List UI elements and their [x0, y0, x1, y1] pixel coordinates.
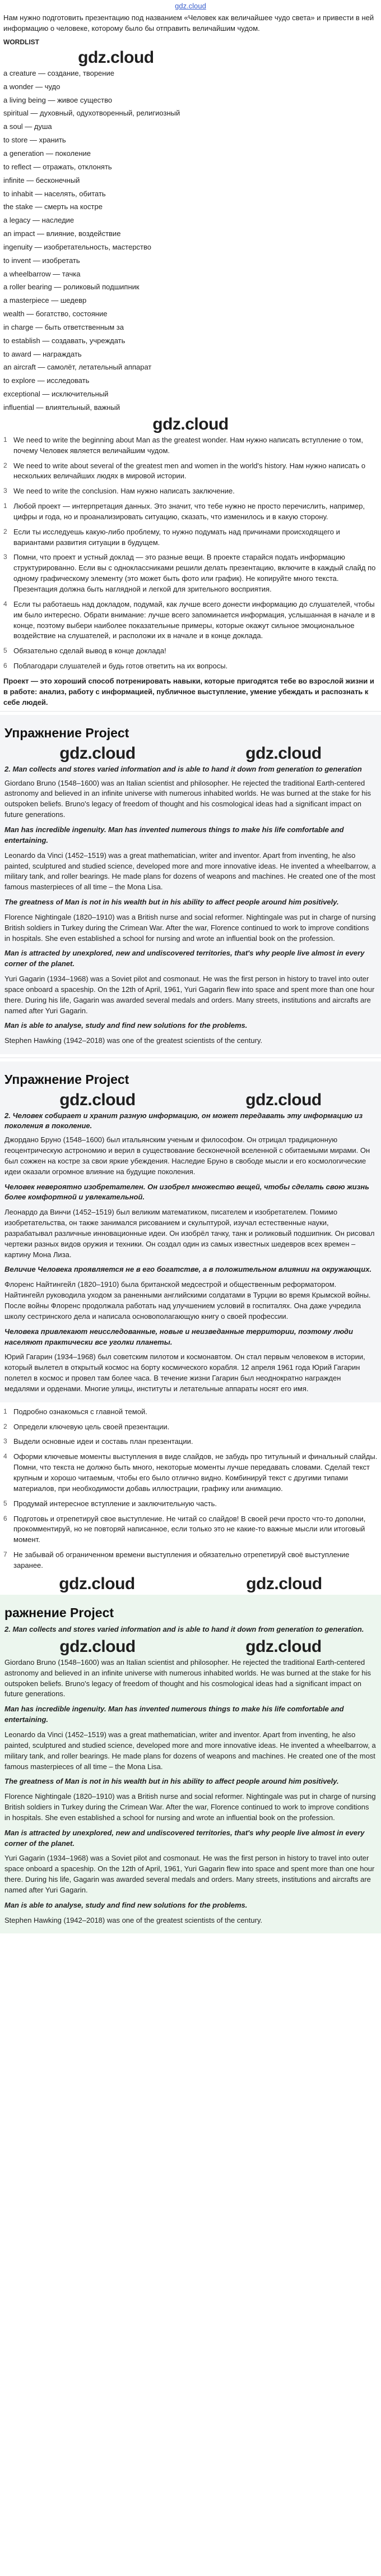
- section-title: ражнение Project: [4, 1605, 114, 1620]
- item-number: 7: [3, 1550, 7, 1559]
- section-title: Упражнение Project: [4, 726, 129, 741]
- wordlist-title: WORDLIST: [3, 38, 39, 46]
- item-text: Поблагодари слушателей и будь готов ответить на их вопросы.: [13, 662, 228, 671]
- watermark-logo: gdz.cloud: [152, 414, 229, 433]
- item-text: Оформи ключевые моменты выступления в виде слайдов, не забудь про титульный и финальный слайды. Помни, что текста не должно быть много, некоторые моменты лучше передавать словами. Сделай текст крупным и хорошо читаемым, чтобы его было отлично видно. Комбинируй текст с другими типами материалов, при необходимости добавь иллюстрации, графику или анимацию.: [13, 1452, 378, 1493]
- section-instruction: 2. Человек собирает и хранит разную информацию, он может передавать эту информацию из поколения в поколение.: [4, 1111, 363, 1130]
- item-number: 6: [3, 662, 7, 670]
- item-text: We need to write the beginning about Man as the greatest wonder. Нам нужно написать вступление о том, почему Человек является величайшим чудом.: [13, 435, 364, 455]
- wordlist-item: the stake — смерть на костре: [3, 202, 103, 211]
- paragraph: Man has incredible ingenuity. Man has invented numerous things to make his life comfortable and entertaining.: [4, 1705, 344, 1724]
- item-number: 2: [3, 527, 7, 535]
- intro-text: Нам нужно подготовить презентацию под названием «Человек как величайшее чудо света» и привести в ней информацию о человеке, которому было бы отправить величайшим чудом.: [3, 13, 374, 33]
- item-text: Если ты исследуешь какую-либо проблему, то нужно подумать над причинами происходящего и вариантами развития ситуации в будущем.: [13, 527, 340, 547]
- site-link[interactable]: gdz.cloud: [175, 2, 206, 10]
- watermark-logo: gdz.cloud: [78, 48, 154, 67]
- section-instruction: 2. Man collects and stores varied information and is able to hand it down from generation to generation.: [4, 1625, 364, 1634]
- list-item: [3, 1514, 378, 1546]
- paragraph: Stephen Hawking (1942–2018) was one of the greatest scientists of the century.: [4, 1915, 263, 1924]
- item-text: Продумай интересное вступление и заключительную часть.: [13, 1499, 217, 1508]
- paragraph: Florence Nightingale (1820–1910) was a British nurse and social reformer. Nightingale was put in charge of nursing British soldiers in Turkey during the Crimean War. After the war, Florence continued to work to improve conditions in hospitals. She even established a school for nursing and wrote an influential book on the profession.: [4, 1792, 376, 1822]
- wordlist-item: an impact — влияние, воздействие: [3, 229, 121, 238]
- item-text: Обязательно сделай вывод в конце доклада!: [13, 647, 166, 655]
- item-text: Подготовь и отрепетируй свое выступление. Не читай со слайдов! В своей речи просто что-то дополни, прокомментируй, но не повторяй написанное, если только это не какие-то важные мысли или итоговый момент.: [13, 1514, 366, 1544]
- item-number: 3: [3, 1437, 7, 1446]
- paragraph: Man has incredible ingenuity. Man has invented numerous things to make his life comfortable and entertaining.: [4, 825, 344, 844]
- wordlist-item: a wonder — чудо: [3, 82, 61, 91]
- item-number: 2: [3, 461, 7, 469]
- item-text: We need to write about several of the greatest men and women in the world's history. Нам нужно написать о нескольких величайших людях в мировой истории.: [13, 461, 366, 481]
- list-item: [3, 646, 378, 657]
- wordlist-item: a living being — живое существо: [3, 95, 113, 104]
- paragraph: Giordano Bruno (1548–1600) was an Italian scientist and philosopher. He rejected the traditional Earth-centered astronomy and believed in an infinite universe with numerous inhabited worlds. He was burned at the stake for his outspoken beliefs. Bruno's legacy of freedom of thought and his cosmological ideas had a significant impact on future generations.: [4, 778, 371, 819]
- watermark-logo: gdz.cloud: [246, 1574, 322, 1593]
- paragraph: Леонардо да Винчи (1452–1519) был великим математиком, писателем и изобретателем. Помимо изобретательства, он также занимался рисованием и скульптурой, изучал естественные науки, разрабатывал различные инновационные идеи. Он изобрёл тачку, танк и роликовый подшипник. Он рисовал чертежи разных видов оружия и техники. Он создал один из самых известных шедевров всех времен – картину Мона Лиза.: [4, 1208, 375, 1259]
- item-number: 2: [3, 1422, 7, 1430]
- paragraph: Человек невероятно изобретателен. Он изобрел множество вещей, чтобы сделать свою жизнь более комфортной и увлекательной.: [4, 1182, 369, 1202]
- item-text: Любой проект — интерпретация данных. Это значит, что тебе нужно не просто перечислить, например, цифры и года, но и проанализировать ситуацию, сказать, что изменилось и в какую сторону.: [13, 502, 365, 521]
- item-number: 3: [3, 553, 7, 561]
- wordlist-item: a generation — поколение: [3, 149, 91, 158]
- watermark-logo: gdz.cloud: [59, 744, 136, 763]
- list-item: [3, 435, 378, 456]
- paragraph: Stephen Hawking (1942–2018) was one of the greatest scientists of the century.: [4, 1036, 263, 1045]
- paragraph: Величие Человека проявляется не в его богатстве, а в положительном влиянии на окружающих.: [4, 1265, 372, 1274]
- paragraph: Man is able to analyse, study and find new solutions for the problems.: [4, 1900, 248, 1909]
- list-item: [3, 461, 378, 482]
- item-text: Если ты работаешь над докладом, подумай, как лучше всего донести информацию до слушателей, чтобы им было интересно. Обрати внимание: лучше всего запоминается информация, услышанная в начале и в конце, поэтому выбери наиболее показательные примеры, которые окажут сильное эмоциональное воздействие на слушателей, и расположи их в начале и в конце доклада.: [13, 599, 375, 640]
- wordlist-item: infinite — бесконечный: [3, 176, 80, 184]
- wordlist-item: ingenuity — изобретательность, мастерство: [3, 242, 151, 251]
- watermark-row: [3, 416, 378, 433]
- wordlist-item: a soul — душа: [3, 122, 52, 131]
- wordlist-item: to establish — создавать, учреждать: [3, 336, 126, 345]
- item-text: Не забывай об ограниченном времени выступления и обязательно отрепетируй своё выступление заранее.: [13, 1550, 350, 1569]
- paragraph: The greatness of Man is not in his wealth but in his ability to affect people around him positively.: [4, 1777, 339, 1786]
- page: [0, 1, 381, 1933]
- watermark-logo: gdz.cloud: [59, 1574, 135, 1593]
- watermark-row: [4, 1092, 377, 1109]
- paragraph: Флоренс Найтингейл (1820–1910) была британской медсестрой и общественным реформатором. Найтингейл руководила уходом за раненными английскими солдатами в Турции во время Крымской войны. После войны Флоренс продолжала работать над улучшением условий в госпиталях. Она даже учредила школу сестринского дела и написала основополагающую книгу о своей профессии.: [4, 1280, 371, 1321]
- wordlist-item: to award — награждать: [3, 349, 82, 358]
- item-number: 1: [3, 502, 7, 510]
- item-number: 4: [3, 1452, 7, 1461]
- list-item: [3, 486, 378, 497]
- wordlist-item: a wheelbarrow — тачка: [3, 269, 81, 278]
- wordlist-item: to inhabit — населять, обитать: [3, 189, 106, 198]
- item-number: 3: [3, 487, 7, 495]
- wordlist-item: a legacy — наследие: [3, 216, 75, 225]
- item-text: Выдели основные идеи и составь план презентации.: [13, 1437, 193, 1446]
- watermark-logo: gdz.cloud: [59, 1090, 136, 1109]
- section-russian: [0, 1061, 381, 1402]
- watermark-logo: gdz.cloud: [59, 1637, 136, 1656]
- list-item: [3, 661, 378, 672]
- item-number: 1: [3, 1407, 7, 1415]
- tips-list: [3, 1407, 378, 1571]
- item-number: 4: [3, 599, 7, 608]
- paragraph: The greatness of Man is not in his wealth but in his ability to affect people around him positively.: [4, 898, 339, 907]
- wordlist-item: to reflect — отражать, отклонять: [3, 162, 112, 171]
- section-paragraphs: [4, 1135, 377, 1395]
- list-item: [3, 552, 378, 594]
- wordlist-item: a creature — создание, творение: [3, 68, 114, 77]
- watermark-logo: gdz.cloud: [245, 1637, 322, 1656]
- section-paragraphs: [4, 778, 377, 1047]
- wordlist-item: an aircraft — самолёт, летательный аппарат: [3, 363, 152, 372]
- item-number: 5: [3, 1499, 7, 1507]
- wordlist-item: a roller bearing — роликовый подшипник: [3, 283, 140, 292]
- list-item: [3, 1437, 378, 1447]
- paragraph: Man is able to analyse, study and find new solutions for the problems.: [4, 1021, 248, 1030]
- item-text: Определи ключевую цель своей презентации.: [13, 1422, 170, 1431]
- list-item: [3, 1550, 378, 1571]
- watermark-row: [3, 49, 378, 66]
- wordlist-item: spiritual — духовный, одухотворенный, религиозный: [3, 109, 180, 118]
- project-note: Проект — это хороший способ потренировать навыки, которые пригодятся тебе во взрослой жизни и в работе: анализ, работу с информацией, публичное выступление, умение убеждать и распознать к себе людей.: [3, 676, 374, 707]
- watermark-logo: gdz.cloud: [245, 1090, 322, 1109]
- wordlist-item: to explore — исследовать: [3, 376, 90, 385]
- paragraph: Giordano Bruno (1548–1600) was an Italian scientist and philosopher. He rejected the traditional Earth-centered astronomy and believed in an infinite universe with numerous inhabited worlds. He was burned at the stake for his outspoken beliefs. Bruno's legacy of freedom of thought and his cosmological ideas had a significant impact on future generations.: [4, 1658, 371, 1698]
- wordlist-item: to store — хранить: [3, 136, 66, 145]
- watermark-row: [3, 1576, 378, 1592]
- section-english-1: [0, 715, 381, 1054]
- item-number: 6: [3, 1514, 7, 1522]
- task-list: [3, 435, 378, 672]
- paragraph: Человека привлекают неисследованные, новые и неизведанные территории, поэтому люди населяют практически все уголки планеты.: [4, 1327, 354, 1346]
- list-item: [3, 599, 378, 641]
- wordlist-item: to invent — изобретать: [3, 256, 80, 265]
- section-instruction: 2. Man collects and stores varied information and is able to hand it down from generation to generation: [4, 764, 362, 773]
- item-text: Подробно ознакомься с главной темой.: [13, 1407, 147, 1416]
- paragraph: Юрий Гагарин (1934–1968) был советским пилотом и космонавтом. Он стал первым человеком в истории, который вылетел в открытый космос на борту космического корабля. 12 апреля 1961 года Юрий Гагарин полетел в космос и провел там более часа. В течение жизни Гагарин был неоднократно награжден медалями и орденами. Многие улицы, институты и летательные аппараты носят его имя.: [4, 1352, 365, 1393]
- list-item: [3, 527, 378, 548]
- paragraph: Man is attracted by unexplored, new and undiscovered territories, that's why people live almost in every corner of the planet.: [4, 1828, 365, 1848]
- wordlist-item: in charge — быть ответственным за: [3, 322, 124, 331]
- list-item: [3, 1499, 378, 1509]
- paragraph: Man is attracted by unexplored, new and undiscovered territories, that's why people live almost in every corner of the planet.: [4, 949, 365, 968]
- wordlist-item: influential — влиятельный, важный: [3, 403, 120, 412]
- wordlist-item: a masterpiece — шедевр: [3, 296, 87, 305]
- section-title: Упражнение Project: [4, 1072, 129, 1087]
- watermark-logo: gdz.cloud: [245, 744, 322, 763]
- item-text: We need to write the conclusion. Нам нужно написать заключение.: [13, 487, 235, 496]
- wordlist-item: wealth — богатство, состояние: [3, 310, 108, 318]
- paragraph: Leonardo da Vinci (1452–1519) was a great mathematician, writer and inventor. Apart from inventing, he also painted, sculptured and studied science, developed more and more innovative ideas. He invented a wheelbarrow, a military tank, and roller bearings. He made plans for dozens of weapons and machines. He created one of the most famous masterpieces of all time – the Mona Lisa.: [4, 1730, 376, 1771]
- section-paragraphs: [4, 1658, 377, 1926]
- paragraph: Florence Nightingale (1820–1910) was a British nurse and social reformer. Nightingale was put in charge of nursing British soldiers in Turkey during the Crimean War. After the war, Florence continued to work to improve conditions in hospitals. She even established a school for nursing and wrote an influential book on the profession.: [4, 912, 376, 943]
- list-item: [3, 501, 378, 523]
- list-item: [3, 1407, 378, 1418]
- item-number: 1: [3, 435, 7, 444]
- list-item: [3, 1422, 378, 1433]
- paragraph: Джордано Бруно (1548–1600) был итальянским ученым и философом. Он отрицал традиционную геоцентрическую астрономию и верил в существование бесконечной вселенной с обитаемыми мирами. Он был сожжен на костре за свои яркие убеждения. Наследие Бруно в свободе мысли и его космологические идеи оказали огромное влияние на будущие поколения.: [4, 1135, 370, 1176]
- paragraph: Leonardo da Vinci (1452–1519) was a great mathematician, writer and inventor. Apart from inventing, he also painted, sculptured and studied science, developed more and more innovative ideas. He invented a wheelbarrow, a military tank, and roller bearings. He made plans for dozens of weapons and machines. He created one of the most famous masterpieces of all time – the Mona Lisa.: [4, 851, 376, 892]
- divider: [0, 711, 381, 712]
- watermark-row: [4, 1638, 377, 1655]
- paragraph: Yuri Gagarin (1934–1968) was a Soviet pilot and cosmonaut. He was the first person in history to travel into outer space onboard a spaceship. On the 12th of April, 1961, Yuri Gagarin flew into space and spent more than one hour there. During his life, Gagarin was awarded several medals and orders. Many streets, institutions and aircrafts are named after Yuri Gagarin.: [4, 975, 375, 1015]
- item-text: Помни, что проект и устный доклад — это разные вещи. В проекте старайся подать информацию структурированно. Если вы с одноклассниками решили делать презентацию, включите в каждый слайд по одному графическому элементу (это может быть фото или график). Не копируйте много текста. Презентация должна быть наглядной и легкой для зрительного восприятия.: [13, 553, 376, 593]
- wordlist: [3, 68, 378, 413]
- section-english-2: [0, 1595, 381, 1934]
- paragraph: Yuri Gagarin (1934–1968) was a Soviet pilot and cosmonaut. He was the first person in history to travel into outer space onboard a spaceship. On the 12th of April, 1961, Yuri Gagarin flew into space and spent more than one hour there. During his life, Gagarin was awarded several medals and orders. Many streets, institutions and aircrafts are named after Yuri Gagarin.: [4, 1854, 375, 1894]
- item-number: 5: [3, 647, 7, 655]
- wordlist-item: exceptional — исключительный: [3, 390, 109, 399]
- watermark-row: [4, 745, 377, 762]
- list-item: [3, 1452, 378, 1494]
